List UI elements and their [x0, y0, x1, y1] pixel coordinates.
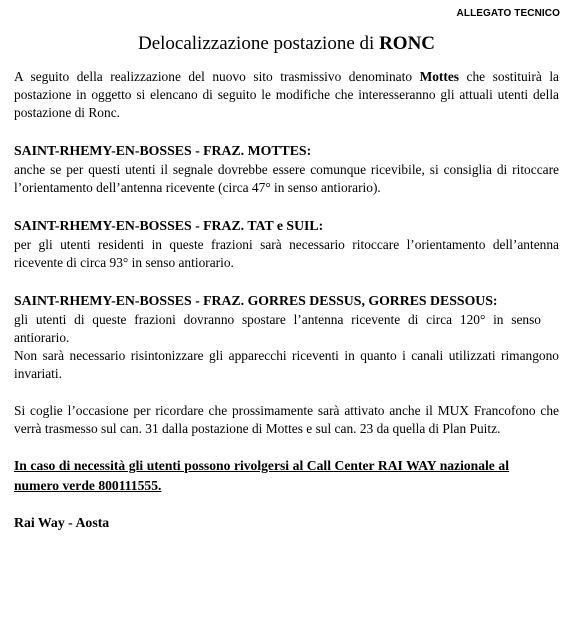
call-center-notice: In caso di necessità gli utenti possono rivolgersi al Call Center RAI WAY nazionale al numero verde 800111555. [14, 458, 509, 493]
section-body-gorres: gli utenti di queste frazioni dovranno spostare l’antenna ricevente di circa 120° in senso antiorario. [14, 312, 541, 345]
title-prefix: Delocalizzazione postazione di [137, 33, 380, 54]
document-tag: ALLEGATO TECNICO [456, 8, 560, 19]
signature: Rai Way - Aosta [14, 515, 110, 530]
section-body-mottes: anche se per questi utenti il segnale dovrebbe essere comunque ricevibile, si consiglia di ritoccare l’orientamento dell’antenna ricevente (circa 47° in senso antiorario). [14, 162, 559, 195]
section-body-tat-suil: per gli utenti residenti in queste frazioni sarà necessario ritoccare l’orientamento dell’antenna ricevente di circa 93° in senso antiorario. [14, 237, 559, 270]
mux-note-paragraph: Si coglie l’occasione per ricordare che prossimamente sarà attivato anche il MUX Francofono che verrà trasmesso sul can. 31 dalla postazione di Mottes e sul can. 23 da quella di Plan Puitz. [14, 403, 559, 436]
intro-part1: A seguito della realizzazione del nuovo sito trasmissivo denominato [14, 69, 420, 84]
section-heading-gorres: SAINT-RHEMY-EN-BOSSES - FRAZ. GORRES DESSUS, GORRES DESSOUS: [14, 293, 498, 308]
intro-part2: che sostituirà la postazione in oggetto si elencano di seguito le modifiche che interesseranno gli attuali utenti della postazione di Ronc. [14, 69, 559, 120]
title-site-name: RONC [379, 33, 436, 54]
document-body [14, 68, 559, 532]
section-heading-mottes: SAINT-RHEMY-EN-BOSSES - FRAZ. MOTTES: [14, 143, 312, 158]
intro-paragraph [14, 68, 559, 122]
document-title [0, 32, 573, 56]
section-body-gorres-channels: Non sarà necessario risintonizzare gli apparecchi riceventi in quanto i canali utilizzati rimangono invariati. [14, 348, 559, 381]
section-heading-tat-suil: SAINT-RHEMY-EN-BOSSES - FRAZ. TAT e SUIL: [14, 218, 324, 233]
intro-site-name: Mottes [419, 69, 459, 84]
